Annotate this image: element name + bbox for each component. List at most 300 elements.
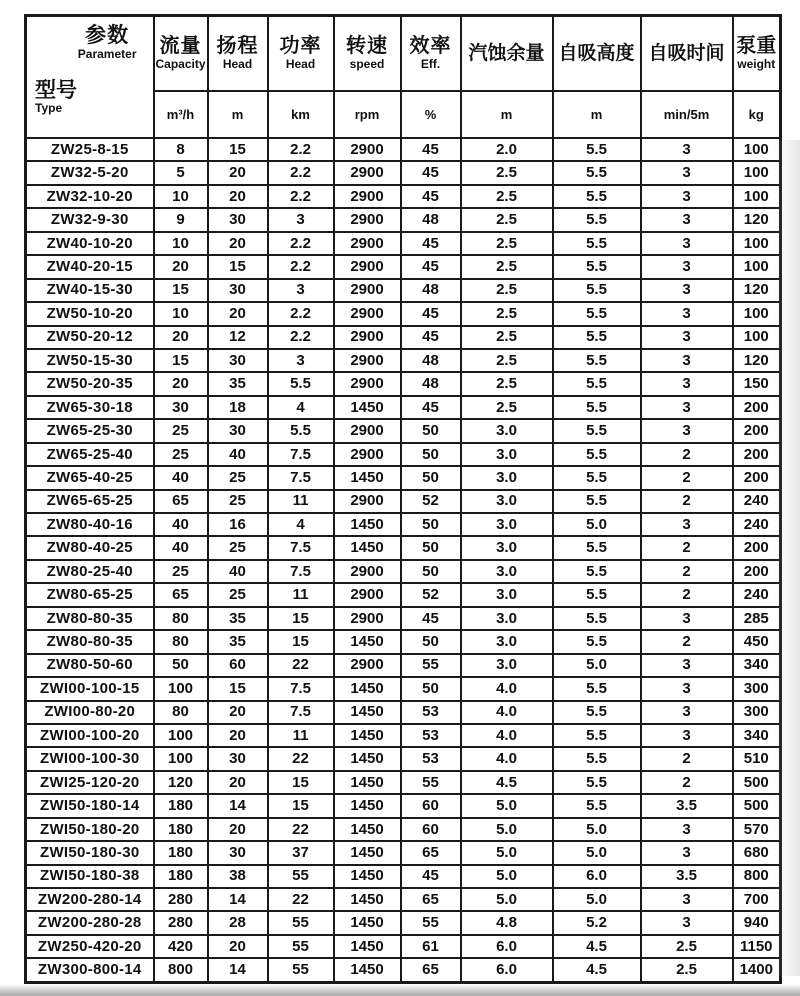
suction-time-cell: 3 — [641, 911, 733, 934]
power-cell: 11 — [268, 490, 334, 513]
suction-height-cell: 5.0 — [553, 513, 641, 536]
capacity-cell: 180 — [154, 818, 208, 841]
npsh-cell: 3.0 — [461, 654, 553, 677]
model-cell: ZWI50-180-20 — [26, 818, 154, 841]
power-cell: 22 — [268, 888, 334, 911]
power-cell: 7.5 — [268, 536, 334, 559]
head-cell: 14 — [208, 794, 268, 817]
model-cell: ZWI00-100-15 — [26, 677, 154, 700]
table-row — [26, 560, 781, 583]
suction-time-cell: 3 — [641, 513, 733, 536]
efficiency-cell: 55 — [401, 771, 461, 794]
efficiency-cell: 65 — [401, 841, 461, 864]
capacity-cell: 25 — [154, 443, 208, 466]
speed-cell: 1450 — [334, 818, 401, 841]
suction-time-cell: 3 — [641, 185, 733, 208]
table-row — [26, 583, 781, 606]
speed-cell: 2900 — [334, 490, 401, 513]
column-header-npsh: 汽蚀余量 — [461, 16, 553, 92]
capacity-cell: 20 — [154, 372, 208, 395]
capacity-cell: 25 — [154, 419, 208, 442]
unit-capacity: m³/h — [154, 91, 208, 138]
power-cell: 11 — [268, 724, 334, 747]
suction-height-cell: 5.0 — [553, 818, 641, 841]
model-cell: ZW200-280-28 — [26, 911, 154, 934]
power-cell: 4 — [268, 396, 334, 419]
efficiency-cell: 45 — [401, 161, 461, 184]
model-cell: ZW65-30-18 — [26, 396, 154, 419]
efficiency-cell: 52 — [401, 490, 461, 513]
capacity-cell: 40 — [154, 536, 208, 559]
speed-cell: 2900 — [334, 372, 401, 395]
suction-time-cell: 2 — [641, 583, 733, 606]
table-row — [26, 396, 781, 419]
unit-npsh: m — [461, 91, 553, 138]
column-header-head: 扬程 Head — [208, 16, 268, 92]
model-cell: ZW300-800-14 — [26, 958, 154, 982]
speed-cell: 1450 — [334, 513, 401, 536]
parameter-label-zh: 参数 — [85, 24, 130, 47]
efficiency-cell: 50 — [401, 513, 461, 536]
speed-cell: 2900 — [334, 208, 401, 231]
npsh-cell: 4.5 — [461, 771, 553, 794]
unit-suction-height: m — [553, 91, 641, 138]
weight-cell: 450 — [733, 630, 781, 653]
speed-cell: 1450 — [334, 911, 401, 934]
weight-cell: 120 — [733, 349, 781, 372]
npsh-cell: 2.5 — [461, 349, 553, 372]
npsh-cell: 3.0 — [461, 560, 553, 583]
head-cell: 20 — [208, 935, 268, 958]
table-row — [26, 724, 781, 747]
suction-time-cell: 3 — [641, 279, 733, 302]
suction-height-cell: 5.5 — [553, 255, 641, 278]
model-cell: ZW200-280-14 — [26, 888, 154, 911]
head-cell: 30 — [208, 349, 268, 372]
head-cell: 60 — [208, 654, 268, 677]
weight-cell: 200 — [733, 396, 781, 419]
efficiency-cell: 48 — [401, 208, 461, 231]
weight-cell: 240 — [733, 513, 781, 536]
table-row — [26, 888, 781, 911]
model-cell: ZW50-20-35 — [26, 372, 154, 395]
model-cell: ZW25-8-15 — [26, 138, 154, 161]
npsh-cell: 5.0 — [461, 794, 553, 817]
suction-time-cell: 3 — [641, 396, 733, 419]
power-cell: 11 — [268, 583, 334, 606]
suction-height-cell: 5.5 — [553, 279, 641, 302]
head-cell: 20 — [208, 724, 268, 747]
model-cell: ZW40-20-15 — [26, 255, 154, 278]
power-cell: 15 — [268, 771, 334, 794]
suction-time-cell: 2 — [641, 490, 733, 513]
power-cell: 2.2 — [268, 161, 334, 184]
efficiency-cell: 52 — [401, 583, 461, 606]
weight-cell: 1150 — [733, 935, 781, 958]
efficiency-cell: 45 — [401, 138, 461, 161]
efficiency-cell: 50 — [401, 466, 461, 489]
speed-cell: 1450 — [334, 935, 401, 958]
unit-head: m — [208, 91, 268, 138]
table-row — [26, 911, 781, 934]
unit-suction-time: min/5m — [641, 91, 733, 138]
npsh-cell: 5.0 — [461, 841, 553, 864]
capacity-cell: 15 — [154, 279, 208, 302]
npsh-cell: 5.0 — [461, 865, 553, 888]
npsh-cell: 5.0 — [461, 818, 553, 841]
suction-time-cell: 2 — [641, 560, 733, 583]
suction-time-cell: 3 — [641, 654, 733, 677]
suction-height-cell: 5.0 — [553, 654, 641, 677]
capacity-cell: 9 — [154, 208, 208, 231]
npsh-cell: 3.0 — [461, 466, 553, 489]
model-cell: ZWI00-100-20 — [26, 724, 154, 747]
npsh-cell: 3.0 — [461, 583, 553, 606]
table-row — [26, 701, 781, 724]
weight-cell: 570 — [733, 818, 781, 841]
head-cell: 30 — [208, 208, 268, 231]
suction-time-cell: 3 — [641, 818, 733, 841]
capacity-cell: 25 — [154, 560, 208, 583]
weight-cell: 340 — [733, 724, 781, 747]
model-cell: ZW50-15-30 — [26, 349, 154, 372]
model-cell: ZW80-80-35 — [26, 630, 154, 653]
capacity-cell: 100 — [154, 747, 208, 770]
speed-cell: 1450 — [334, 677, 401, 700]
weight-cell: 100 — [733, 185, 781, 208]
weight-cell: 285 — [733, 607, 781, 630]
table-row — [26, 607, 781, 630]
table-row — [26, 279, 781, 302]
suction-height-cell: 5.5 — [553, 630, 641, 653]
head-cell: 30 — [208, 747, 268, 770]
power-cell: 22 — [268, 818, 334, 841]
head-cell: 18 — [208, 396, 268, 419]
power-cell: 55 — [268, 865, 334, 888]
head-cell: 20 — [208, 185, 268, 208]
npsh-cell: 3.0 — [461, 513, 553, 536]
capacity-cell: 10 — [154, 185, 208, 208]
weight-cell: 500 — [733, 771, 781, 794]
efficiency-cell: 45 — [401, 865, 461, 888]
weight-cell: 100 — [733, 326, 781, 349]
npsh-cell: 2.0 — [461, 138, 553, 161]
power-cell: 2.2 — [268, 138, 334, 161]
scan-shading-right — [774, 140, 800, 976]
suction-height-cell: 5.5 — [553, 208, 641, 231]
power-cell: 55 — [268, 911, 334, 934]
suction-height-cell: 5.5 — [553, 607, 641, 630]
weight-cell: 200 — [733, 560, 781, 583]
power-cell: 2.2 — [268, 232, 334, 255]
table-row — [26, 208, 781, 231]
head-cell: 20 — [208, 161, 268, 184]
npsh-cell: 3.0 — [461, 536, 553, 559]
head-cell: 20 — [208, 818, 268, 841]
suction-time-cell: 3 — [641, 372, 733, 395]
table-row — [26, 302, 781, 325]
efficiency-cell: 50 — [401, 443, 461, 466]
head-cell: 35 — [208, 607, 268, 630]
column-header-weight: 泵重 weight — [733, 16, 781, 92]
table-row — [26, 841, 781, 864]
capacity-cell: 100 — [154, 677, 208, 700]
capacity-cell: 80 — [154, 607, 208, 630]
suction-height-cell: 5.5 — [553, 536, 641, 559]
head-cell: 30 — [208, 419, 268, 442]
weight-cell: 300 — [733, 677, 781, 700]
efficiency-cell: 48 — [401, 372, 461, 395]
model-cell: ZW32-5-20 — [26, 161, 154, 184]
head-cell: 14 — [208, 958, 268, 982]
suction-height-cell: 5.5 — [553, 747, 641, 770]
power-cell: 7.5 — [268, 677, 334, 700]
suction-time-cell: 3 — [641, 255, 733, 278]
capacity-cell: 180 — [154, 841, 208, 864]
efficiency-cell: 50 — [401, 630, 461, 653]
capacity-cell: 800 — [154, 958, 208, 982]
power-cell: 5.5 — [268, 372, 334, 395]
suction-time-cell: 3.5 — [641, 794, 733, 817]
head-cell: 16 — [208, 513, 268, 536]
capacity-cell: 40 — [154, 466, 208, 489]
weight-cell: 200 — [733, 443, 781, 466]
suction-time-cell: 2 — [641, 443, 733, 466]
suction-time-cell: 3 — [641, 138, 733, 161]
suction-time-cell: 3 — [641, 701, 733, 724]
column-header-speed: 转速 speed — [334, 16, 401, 92]
speed-cell: 2900 — [334, 583, 401, 606]
model-cell: ZW65-25-40 — [26, 443, 154, 466]
npsh-cell: 2.5 — [461, 255, 553, 278]
table-row — [26, 935, 781, 958]
suction-height-cell: 5.5 — [553, 349, 641, 372]
efficiency-cell: 53 — [401, 701, 461, 724]
npsh-cell: 5.0 — [461, 888, 553, 911]
column-header-capacity: 流量 Capacity — [154, 16, 208, 92]
efficiency-cell: 53 — [401, 724, 461, 747]
suction-time-cell: 3 — [641, 302, 733, 325]
weight-cell: 200 — [733, 466, 781, 489]
suction-time-cell: 3 — [641, 232, 733, 255]
capacity-cell: 280 — [154, 888, 208, 911]
power-cell: 2.2 — [268, 302, 334, 325]
weight-cell: 800 — [733, 865, 781, 888]
npsh-cell: 4.0 — [461, 701, 553, 724]
npsh-cell: 3.0 — [461, 630, 553, 653]
speed-cell: 1450 — [334, 888, 401, 911]
speed-cell: 2900 — [334, 349, 401, 372]
table-row — [26, 513, 781, 536]
weight-cell: 940 — [733, 911, 781, 934]
power-cell: 3 — [268, 279, 334, 302]
capacity-cell: 5 — [154, 161, 208, 184]
speed-cell: 1450 — [334, 794, 401, 817]
capacity-cell: 65 — [154, 583, 208, 606]
npsh-cell: 2.5 — [461, 208, 553, 231]
model-cell: ZWI50-180-30 — [26, 841, 154, 864]
suction-time-cell: 2.5 — [641, 958, 733, 982]
table-row — [26, 818, 781, 841]
efficiency-cell: 45 — [401, 326, 461, 349]
power-cell: 5.5 — [268, 419, 334, 442]
table-row — [26, 771, 781, 794]
efficiency-cell: 50 — [401, 677, 461, 700]
speed-cell: 2900 — [334, 255, 401, 278]
efficiency-cell: 45 — [401, 396, 461, 419]
table-row — [26, 161, 781, 184]
suction-time-cell: 3 — [641, 208, 733, 231]
suction-time-cell: 2 — [641, 630, 733, 653]
table-row — [26, 747, 781, 770]
head-cell: 35 — [208, 372, 268, 395]
power-cell: 7.5 — [268, 443, 334, 466]
model-cell: ZW80-25-40 — [26, 560, 154, 583]
head-cell: 30 — [208, 279, 268, 302]
speed-cell: 1450 — [334, 466, 401, 489]
suction-height-cell: 5.5 — [553, 443, 641, 466]
suction-time-cell: 3 — [641, 724, 733, 747]
power-cell: 2.2 — [268, 255, 334, 278]
capacity-cell: 20 — [154, 326, 208, 349]
weight-cell: 240 — [733, 583, 781, 606]
model-cell: ZW50-20-12 — [26, 326, 154, 349]
suction-height-cell: 5.5 — [553, 724, 641, 747]
capacity-cell: 280 — [154, 911, 208, 934]
npsh-cell: 6.0 — [461, 935, 553, 958]
column-header-suction-time: 自吸时间 — [641, 16, 733, 92]
weight-cell: 340 — [733, 654, 781, 677]
npsh-cell: 4.8 — [461, 911, 553, 934]
head-cell: 14 — [208, 888, 268, 911]
type-label-en: Type — [35, 101, 63, 116]
suction-time-cell: 3 — [641, 161, 733, 184]
power-cell: 3 — [268, 349, 334, 372]
suction-height-cell: 5.5 — [553, 677, 641, 700]
speed-cell: 2900 — [334, 654, 401, 677]
table-row — [26, 654, 781, 677]
table-row — [26, 419, 781, 442]
model-cell: ZW65-40-25 — [26, 466, 154, 489]
efficiency-cell: 48 — [401, 349, 461, 372]
capacity-cell: 420 — [154, 935, 208, 958]
npsh-cell: 4.0 — [461, 747, 553, 770]
table-row — [26, 466, 781, 489]
head-cell: 20 — [208, 701, 268, 724]
suction-height-cell: 5.5 — [553, 490, 641, 513]
speed-cell: 2900 — [334, 302, 401, 325]
suction-time-cell: 2 — [641, 747, 733, 770]
suction-time-cell: 3 — [641, 677, 733, 700]
efficiency-cell: 45 — [401, 607, 461, 630]
suction-height-cell: 5.5 — [553, 419, 641, 442]
npsh-cell: 3.0 — [461, 490, 553, 513]
efficiency-cell: 45 — [401, 185, 461, 208]
head-cell: 15 — [208, 677, 268, 700]
power-cell: 7.5 — [268, 560, 334, 583]
suction-height-cell: 5.5 — [553, 701, 641, 724]
efficiency-cell: 60 — [401, 818, 461, 841]
power-cell: 3 — [268, 208, 334, 231]
head-cell: 38 — [208, 865, 268, 888]
efficiency-cell: 50 — [401, 536, 461, 559]
npsh-cell: 3.0 — [461, 419, 553, 442]
npsh-cell: 4.0 — [461, 724, 553, 747]
unit-weight: kg — [733, 91, 781, 138]
suction-time-cell: 3 — [641, 607, 733, 630]
npsh-cell: 2.5 — [461, 302, 553, 325]
suction-height-cell: 5.5 — [553, 161, 641, 184]
power-cell: 15 — [268, 794, 334, 817]
npsh-cell: 2.5 — [461, 185, 553, 208]
speed-cell: 1450 — [334, 724, 401, 747]
speed-cell: 1450 — [334, 747, 401, 770]
weight-cell: 150 — [733, 372, 781, 395]
table-row — [26, 490, 781, 513]
head-cell: 20 — [208, 302, 268, 325]
power-cell: 55 — [268, 935, 334, 958]
weight-cell: 100 — [733, 302, 781, 325]
capacity-cell: 180 — [154, 865, 208, 888]
capacity-cell: 15 — [154, 349, 208, 372]
power-cell: 55 — [268, 958, 334, 982]
efficiency-cell: 45 — [401, 255, 461, 278]
speed-cell: 2900 — [334, 443, 401, 466]
suction-height-cell: 5.5 — [553, 466, 641, 489]
power-cell: 37 — [268, 841, 334, 864]
npsh-cell: 2.5 — [461, 326, 553, 349]
efficiency-cell: 45 — [401, 302, 461, 325]
suction-height-cell: 5.0 — [553, 888, 641, 911]
suction-height-cell: 5.5 — [553, 302, 641, 325]
model-cell: ZW40-15-30 — [26, 279, 154, 302]
power-cell: 15 — [268, 607, 334, 630]
model-cell: ZW80-65-25 — [26, 583, 154, 606]
capacity-cell: 80 — [154, 630, 208, 653]
capacity-cell: 80 — [154, 701, 208, 724]
table-row — [26, 958, 781, 982]
column-header-efficiency: 效率 Eff. — [401, 16, 461, 92]
weight-cell: 240 — [733, 490, 781, 513]
unit-efficiency: % — [401, 91, 461, 138]
capacity-cell: 100 — [154, 724, 208, 747]
model-cell: ZW40-10-20 — [26, 232, 154, 255]
weight-cell: 200 — [733, 419, 781, 442]
power-cell: 7.5 — [268, 466, 334, 489]
npsh-cell: 4.0 — [461, 677, 553, 700]
table-row — [26, 677, 781, 700]
weight-cell: 100 — [733, 161, 781, 184]
efficiency-cell: 55 — [401, 654, 461, 677]
weight-cell: 500 — [733, 794, 781, 817]
power-cell: 22 — [268, 654, 334, 677]
table-row — [26, 326, 781, 349]
model-cell: ZWI50-180-14 — [26, 794, 154, 817]
suction-time-cell: 3 — [641, 419, 733, 442]
type-label-zh: 型号 — [35, 79, 77, 103]
suction-time-cell: 2.5 — [641, 935, 733, 958]
capacity-cell: 50 — [154, 654, 208, 677]
power-cell: 4 — [268, 513, 334, 536]
speed-cell: 2900 — [334, 232, 401, 255]
weight-cell: 680 — [733, 841, 781, 864]
weight-cell: 1400 — [733, 958, 781, 982]
table-row — [26, 794, 781, 817]
capacity-cell: 10 — [154, 302, 208, 325]
head-cell: 30 — [208, 841, 268, 864]
speed-cell: 1450 — [334, 701, 401, 724]
capacity-cell: 8 — [154, 138, 208, 161]
